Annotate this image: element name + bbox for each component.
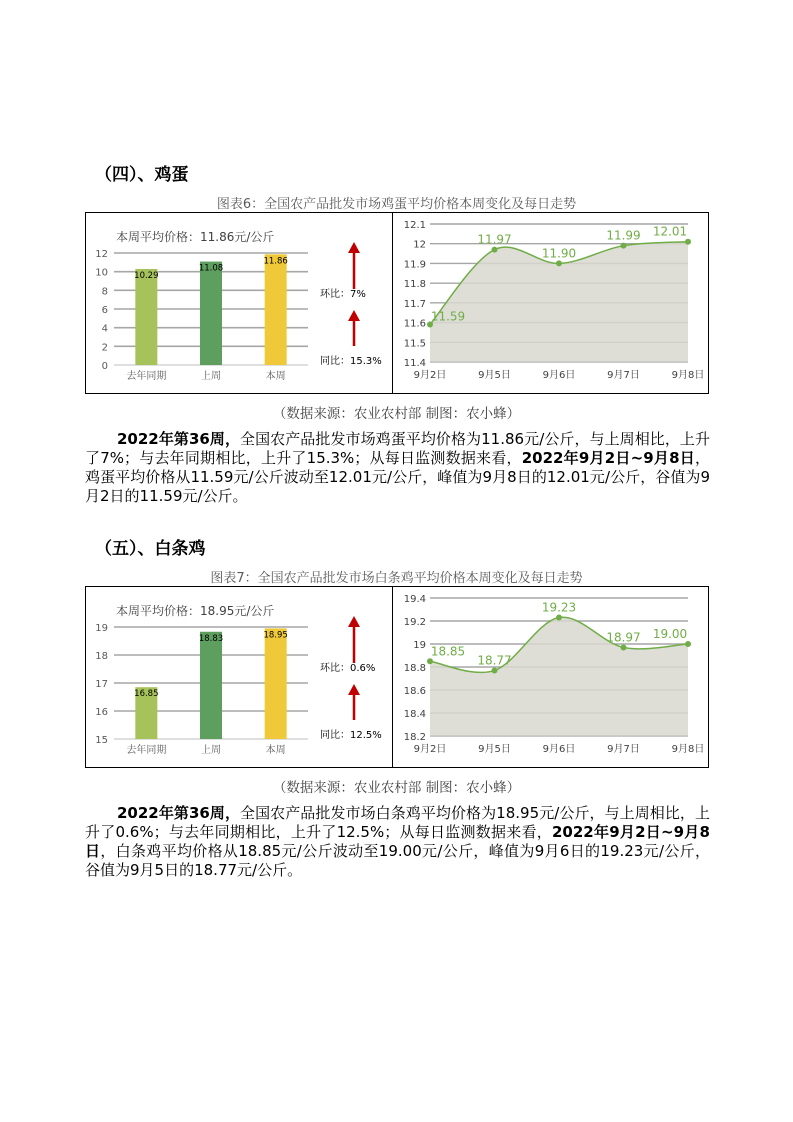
data-value-label: 12.01 xyxy=(652,224,688,239)
y-tick-label: 19.4 xyxy=(403,594,426,605)
chart-source-egg: （数据来源：农业农村部 制图：农小蜂） xyxy=(272,406,521,422)
line-chart-egg xyxy=(86,213,710,395)
section-heading-chicken: （五）、白条鸡 xyxy=(95,539,206,559)
y-tick-label: 6 xyxy=(101,305,108,316)
y-tick-label: 11.5 xyxy=(403,338,426,350)
data-point xyxy=(492,247,498,253)
data-value-label: 11.90 xyxy=(541,246,577,261)
data-value-label: 19.00 xyxy=(652,627,688,641)
paragraph-chicken xyxy=(85,804,710,880)
y-tick-label: 8 xyxy=(101,286,108,298)
y-tick-label: 16 xyxy=(95,707,108,718)
y-tick-label: 10 xyxy=(95,267,108,279)
x-tick-label: 9月5日 xyxy=(478,744,511,755)
data-point xyxy=(492,667,498,673)
y-tick-label: 18.2 xyxy=(403,732,426,743)
para-lead-dates: 2022年9月2日~9月8日 xyxy=(85,823,710,860)
data-point xyxy=(427,658,433,664)
y-tick-label: 19 xyxy=(95,623,108,634)
y-tick-label: 11.6 xyxy=(403,318,426,330)
data-point xyxy=(685,239,691,245)
para-lead-week: 2022年第36周， xyxy=(117,430,241,448)
y-tick-label: 11.9 xyxy=(403,259,426,271)
paragraph-egg xyxy=(85,430,710,506)
y-tick-label: 2 xyxy=(101,342,108,354)
chart-box-chicken xyxy=(85,586,709,768)
data-point xyxy=(685,641,691,647)
chart-title-chicken: 图表7：全国农产品批发市场白条鸡平均价格本周变化及每日走势 xyxy=(210,571,583,586)
x-tick-label: 9月5日 xyxy=(478,370,511,381)
y-tick-label: 11.7 xyxy=(403,298,426,310)
y-tick-label: 19 xyxy=(413,640,426,651)
para-text: 全国农产品批发市场鸡蛋平均价格为11.86元/公斤，与上周相比，上升了7%；与去年同期相比，上升了15.3%；从每日监测数据来看， xyxy=(85,430,710,467)
data-value-label: 11.97 xyxy=(477,232,512,247)
y-tick-label: 17 xyxy=(95,679,108,690)
data-value-label: 11.59 xyxy=(430,309,466,324)
x-tick-label: 9月2日 xyxy=(413,744,447,755)
bar-value-label: 16.85 xyxy=(134,689,159,700)
x-tick-label: 去年同期 xyxy=(126,371,167,382)
data-point xyxy=(621,644,627,650)
y-tick-label: 11.8 xyxy=(403,279,426,291)
para-text: ，鸡蛋平均价格从11.59元/公斤波动至12.01元/公斤，峰值为9月8日的12.01元/公斤，谷值为9月2日的11.59元/公斤。 xyxy=(85,449,710,505)
data-point xyxy=(556,260,562,266)
bar-value-label: 11.86 xyxy=(263,256,288,267)
x-tick-label: 9月6日 xyxy=(542,370,576,381)
x-tick-label: 9月8日 xyxy=(671,370,705,381)
section-heading-egg: （四）、鸡蛋 xyxy=(95,165,189,185)
bar-value-label: 18.83 xyxy=(198,633,224,644)
yoy-change-label: 同比：15.3% xyxy=(320,356,382,367)
yoy-change-label: 同比：12.5% xyxy=(320,730,382,741)
x-tick-label: 本周 xyxy=(265,745,286,756)
y-tick-label: 4 xyxy=(101,323,108,335)
y-tick-label: 18.6 xyxy=(403,686,426,697)
bar-value-label: 10.29 xyxy=(134,270,159,281)
mom-change-label: 环比：7% xyxy=(320,289,366,300)
data-value-label: 18.77 xyxy=(477,653,512,668)
area-fill xyxy=(430,617,688,736)
data-value-label: 19.23 xyxy=(541,600,577,615)
chart-title-egg: 图表6：全国农产品批发市场鸡蛋平均价格本周变化及每日走势 xyxy=(216,197,577,212)
y-tick-label: 11.4 xyxy=(403,358,426,369)
x-tick-label: 9月7日 xyxy=(607,370,640,381)
x-tick-label: 9月2日 xyxy=(413,370,447,381)
y-tick-label: 18.4 xyxy=(403,709,426,720)
x-tick-label: 本周 xyxy=(265,371,286,382)
line-chart-chicken xyxy=(86,587,710,769)
para-lead-dates: 2022年9月2日~9月8日 xyxy=(521,449,695,467)
x-tick-label: 去年同期 xyxy=(126,745,167,756)
y-tick-label: 18 xyxy=(95,651,108,662)
mom-change-label: 环比：0.6% xyxy=(320,663,376,674)
bar-value-label: 18.95 xyxy=(263,630,288,641)
chart-box-egg xyxy=(85,212,709,394)
y-tick-label: 18.8 xyxy=(403,663,426,674)
x-tick-label: 上周 xyxy=(201,745,221,756)
data-value-label: 11.99 xyxy=(606,228,641,243)
y-tick-label: 12.1 xyxy=(403,220,426,231)
y-tick-label: 19.2 xyxy=(403,617,426,628)
data-value-label: 18.85 xyxy=(430,644,466,659)
y-tick-label: 12 xyxy=(413,239,426,251)
y-tick-label: 15 xyxy=(95,735,108,746)
data-point xyxy=(556,615,562,621)
bar-chart-title: 本周平均价格：11.86元/公斤 xyxy=(116,230,275,244)
data-value-label: 18.97 xyxy=(606,630,641,645)
data-point xyxy=(621,243,627,249)
x-tick-label: 9月8日 xyxy=(671,744,705,755)
x-tick-label: 9月6日 xyxy=(542,744,576,755)
x-tick-label: 上周 xyxy=(201,371,221,382)
bar-value-label: 11.08 xyxy=(198,263,224,274)
y-tick-label: 12 xyxy=(95,249,108,260)
bar-chart-title: 本周平均价格：18.95元/公斤 xyxy=(116,604,275,618)
x-tick-label: 9月7日 xyxy=(607,744,640,755)
para-text: 全国农产品批发市场白条鸡平均价格为18.95元/公斤，与上周相比，上升了0.6%；与去年同期相比，上升了12.5%；从每日监测数据来看， xyxy=(85,804,710,841)
para-lead-week: 2022年第36周， xyxy=(117,804,241,822)
chart-source-chicken: （数据来源：农业农村部 制图：农小蜂） xyxy=(272,780,521,796)
y-tick-label: 0 xyxy=(101,361,108,372)
para-text: ，白条鸡平均价格从18.85元/公斤波动至19.00元/公斤，峰值为9月6日的19.23元/公斤，谷值为9月5日的18.77元/公斤。 xyxy=(85,842,710,879)
